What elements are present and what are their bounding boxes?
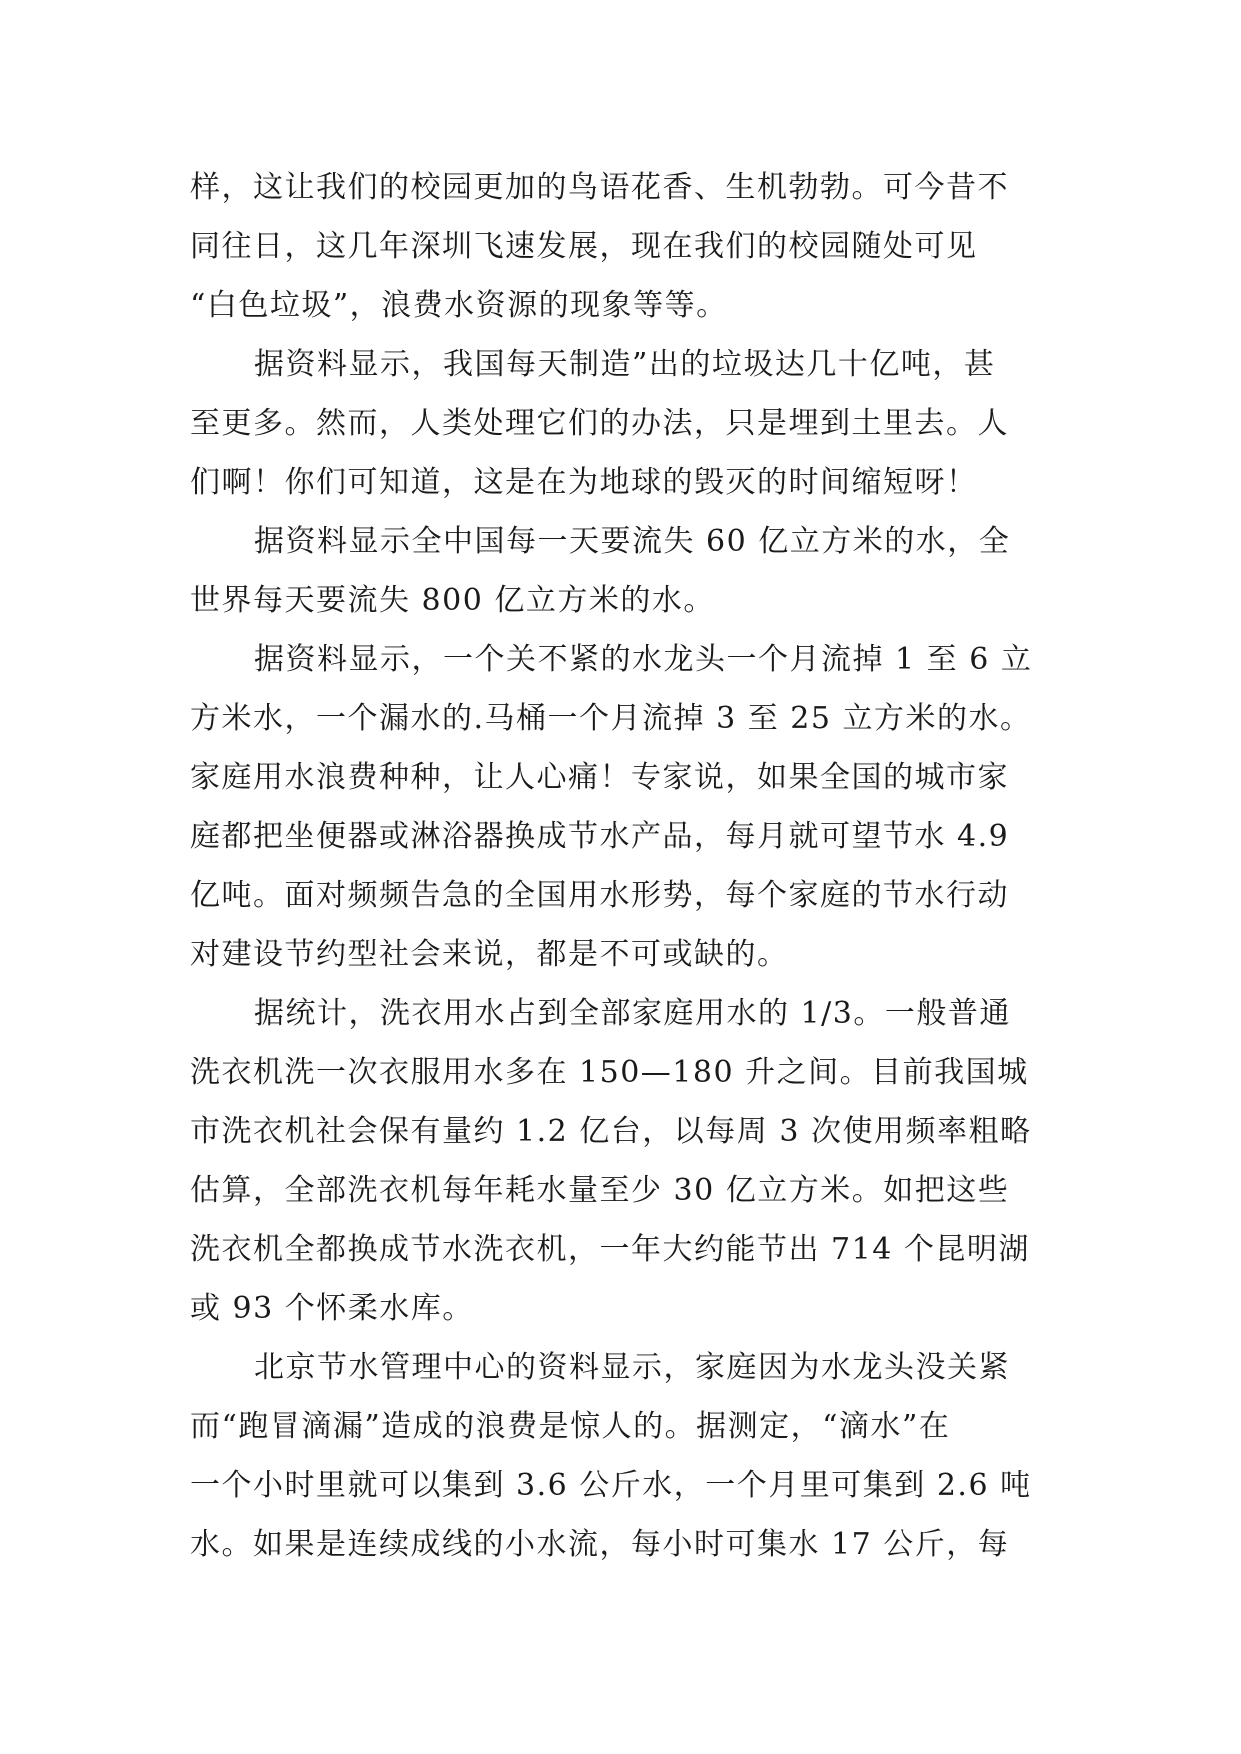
- text-line: 样，这让我们的校园更加的鸟语花香、生机勃勃。可今昔不: [190, 170, 1009, 205]
- text-line: 估算，全部洗衣机每年耗水量至少 30 亿立方米。如把这些: [190, 1173, 1010, 1208]
- text-line: 亿吨。面对频频告急的全国用水形势，每个家庭的节水行动: [190, 878, 1009, 913]
- text-line: 至更多。然而，人类处理它们的办法，只是埋到土里去。人: [190, 406, 1009, 441]
- paragraph-first-line: 北京节水管理中心的资料显示，家庭因为水龙头没关紧: [254, 1350, 1010, 1385]
- text-line: “白色垃圾”，浪费水资源的现象等等。: [190, 288, 728, 323]
- text-line: 庭都把坐便器或淋浴器换成节水产品，每月就可望节水 4.9: [190, 819, 1010, 854]
- text-line: 方米水，一个漏水的.马桶一个月流掉 3 至 25 立方米的水。: [190, 701, 1032, 736]
- paragraph-first-line: 据资料显示，我国每天制造”出的垃圾达几十亿吨，甚: [254, 347, 996, 382]
- text-line: 洗衣机全都换成节水洗衣机，一年大约能节出 714 个昆明湖: [190, 1232, 1030, 1267]
- paragraph-first-line: 据资料显示，一个关不紧的水龙头一个月流掉 1 至 6 立: [254, 642, 1033, 677]
- paragraph-first-line: 据统计，洗衣用水占到全部家庭用水的 1/3。一般普通: [254, 996, 1011, 1031]
- text-line: 同往日，这几年深圳飞速发展，现在我们的校园随处可见: [190, 229, 978, 264]
- text-line: 们啊！你们可知道，这是在为地球的毁灭的时间缩短呀！: [190, 465, 978, 500]
- document-body: [190, 158, 1090, 1574]
- text-line: 家庭用水浪费种种，让人心痛！专家说，如果全国的城市家: [190, 760, 1009, 795]
- text-line: 洗衣机洗一次衣服用水多在 150—180 升之间。目前我国城: [190, 1055, 1029, 1090]
- text-line: 水。如果是连续成线的小水流，每小时可集水 17 公斤，每: [190, 1527, 1010, 1562]
- text-line: 市洗衣机社会保有量约 1.2 亿台，以每周 3 次使用频率粗略: [190, 1114, 1032, 1149]
- text-line: 或 93 个怀柔水库。: [190, 1291, 474, 1326]
- paragraph-first-line: 据资料显示全中国每一天要流失 60 亿立方米的水，全: [254, 524, 1011, 559]
- text-line: 对建设节约型社会来说，都是不可或缺的。: [190, 937, 789, 972]
- text-line: 一个小时里就可以集到 3.6 公斤水，一个月里可集到 2.6 吨: [190, 1468, 1032, 1503]
- text-line: 而“跑冒滴漏”造成的浪费是惊人的。据测定，“滴水”在: [190, 1409, 951, 1444]
- text-line: 世界每天要流失 800 亿立方米的水。: [190, 583, 715, 618]
